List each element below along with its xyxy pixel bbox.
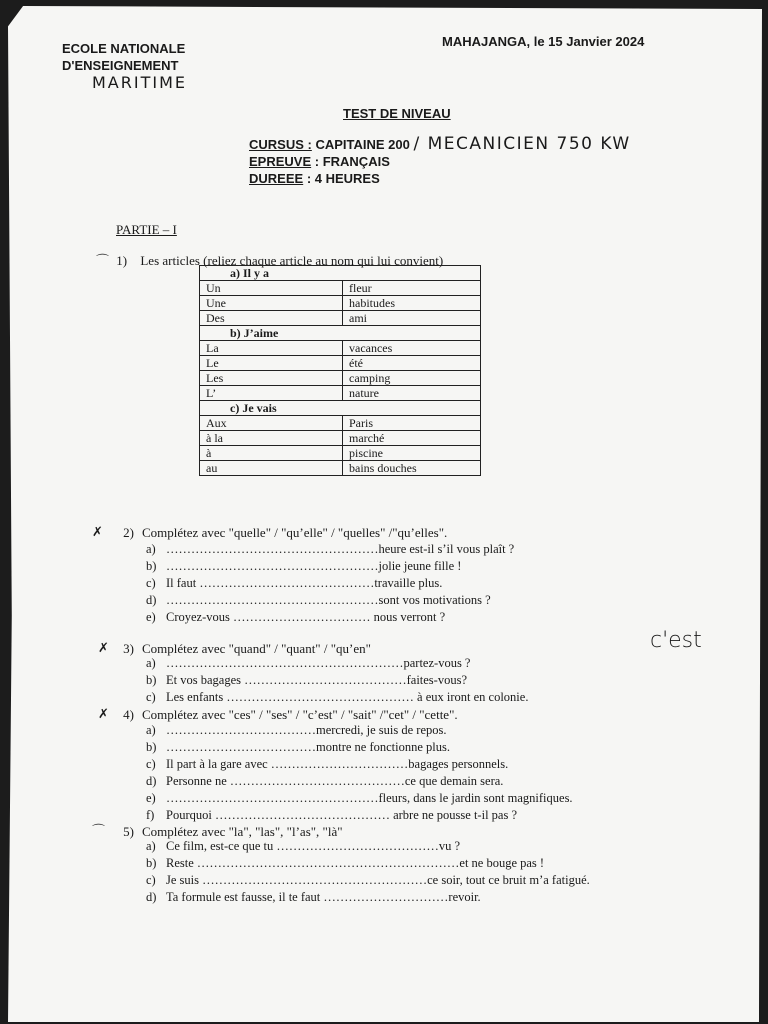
table-row	[200, 296, 481, 311]
item-letter: b)	[146, 559, 157, 573]
question-item	[146, 756, 573, 773]
article-cell: Le	[200, 356, 343, 371]
item-text: Personne ne ……………………………………ce que demain sera.	[166, 774, 504, 788]
item-letter: a)	[146, 839, 156, 853]
question-3-items	[146, 655, 528, 706]
item-letter: d)	[146, 593, 157, 607]
question-number: 3)	[123, 641, 134, 656]
school-name	[62, 40, 187, 91]
school-line-3: MARITIME	[92, 73, 187, 92]
article-cell: Une	[200, 296, 343, 311]
partie-heading: PARTIE – I	[116, 222, 177, 237]
item-letter: b)	[146, 856, 157, 870]
question-number: 2)	[123, 525, 134, 540]
item-text: ……………………………………………sont vos motivations ?	[166, 593, 491, 607]
question-4	[98, 706, 458, 723]
noun-cell: camping	[343, 371, 481, 386]
question-number: 1)	[116, 253, 128, 268]
article-cell: L’	[200, 386, 343, 401]
question-item	[146, 838, 590, 855]
question-2	[92, 524, 448, 541]
question-number: 5)	[123, 824, 134, 839]
question-text: Complétez avec "quand" / "quant" / "qu’en"	[142, 641, 371, 656]
question-text: Les articles (reliez chaque article au nom qui lui convient)	[140, 253, 444, 268]
question-item	[146, 672, 528, 689]
item-text: ……………………………………………jolie jeune fille !	[166, 559, 462, 573]
grading-mark: ✗	[92, 525, 103, 540]
question-4-items	[146, 722, 573, 824]
cursus-handwritten: / MECANICIEN 750 KW	[413, 134, 631, 154]
item-letter: a)	[146, 723, 156, 737]
cursus-value: CAPITAINE 200	[315, 137, 410, 152]
article-cell: La	[200, 341, 343, 356]
table-row	[200, 386, 481, 401]
question-item	[146, 722, 573, 739]
table-row	[200, 431, 481, 446]
item-letter: a)	[146, 656, 156, 670]
table-row	[200, 446, 481, 461]
article-cell: Un	[200, 281, 343, 296]
item-letter: d)	[146, 774, 157, 788]
noun-cell: été	[343, 356, 481, 371]
date-line: MAHAJANGA, le 15 Janvier 2024	[442, 34, 645, 49]
item-letter: f)	[146, 808, 155, 822]
item-letter: e)	[146, 610, 156, 624]
item-letter: e)	[146, 791, 156, 805]
question-item	[146, 773, 573, 790]
noun-cell: bains douches	[343, 461, 481, 476]
question-5-items	[146, 838, 590, 906]
question-text: Complétez avec "quelle" / "qu’elle" / "quelles" /"qu’elles".	[142, 525, 448, 540]
item-letter: a)	[146, 542, 156, 556]
question-item	[146, 807, 573, 824]
item-letter: c)	[146, 873, 156, 887]
question-item	[146, 855, 590, 872]
table-row	[200, 281, 481, 296]
question-item	[146, 872, 590, 889]
item-text: ……………………………………………heure est-il s’il vous plaît ?	[166, 542, 515, 556]
table-section-header: b) J’aime	[200, 326, 481, 341]
question-text: Complétez avec "la", "las", "l’as", "là"	[142, 824, 343, 839]
item-text: Croyez-vous …………………………… nous verront ?	[166, 610, 446, 624]
item-text: ………………………………mercredi, je suis de repos.	[166, 723, 447, 737]
item-letter: d)	[146, 890, 157, 904]
article-cell: Aux	[200, 416, 343, 431]
item-letter: b)	[146, 673, 157, 687]
question-item	[146, 609, 514, 626]
article-cell: Des	[200, 311, 343, 326]
noun-cell: ami	[343, 311, 481, 326]
table-section-header: a) Il y a	[200, 266, 481, 281]
grading-mark: ✗	[98, 707, 109, 722]
item-text: Ce film, est-ce que tu …………………………………vu ?	[166, 839, 461, 853]
duree-value: : 4 HEURES	[306, 171, 380, 186]
question-item	[146, 655, 528, 672]
test-title: TEST DE NIVEAU	[343, 106, 451, 121]
question-item	[146, 889, 590, 906]
epreuve-value: : FRANÇAIS	[314, 154, 390, 169]
table-row	[200, 416, 481, 431]
noun-cell: fleur	[343, 281, 481, 296]
table-row	[200, 341, 481, 356]
noun-cell: vacances	[343, 341, 481, 356]
epreuve-line	[249, 153, 631, 170]
noun-cell: Paris	[343, 416, 481, 431]
cursus-line	[249, 136, 631, 153]
question-item	[146, 541, 514, 558]
item-letter: c)	[146, 757, 156, 771]
question-2-items	[146, 541, 514, 626]
grading-mark: ✗	[98, 641, 109, 656]
item-text: Les enfants ……………………………………… à eux iront en colonie.	[166, 690, 529, 704]
item-letter: c)	[146, 690, 156, 704]
duree-line	[249, 170, 631, 187]
question-item	[146, 575, 514, 592]
item-letter: b)	[146, 740, 157, 754]
item-text: Je suis ………………………………………………ce soir, tout ce bruit m’a fatigué.	[166, 873, 590, 887]
item-text: Et vos bagages …………………………………faites-vous?	[166, 673, 468, 687]
question-number: 4)	[123, 707, 134, 722]
question-item	[146, 689, 528, 706]
table-row	[200, 311, 481, 326]
item-text: Pourquoi …………………………………… arbre ne pousse t-il pas ?	[166, 808, 518, 822]
item-text: Ta formule est fausse, il te faut …………………………revoir.	[166, 890, 481, 904]
item-text: Il faut ……………………………………travaille plus.	[166, 576, 443, 590]
table-row	[200, 461, 481, 476]
article-cell: à la	[200, 431, 343, 446]
table-row	[200, 356, 481, 371]
grading-mark: ⌒	[92, 824, 106, 839]
epreuve-label: EPREUVE	[249, 154, 312, 169]
school-line-1: ECOLE NATIONALE	[62, 41, 186, 56]
test-meta	[249, 136, 631, 187]
cursus-label: CURSUS :	[249, 137, 312, 152]
school-line-2: D'ENSEIGNEMENT	[62, 58, 179, 73]
table-row	[200, 371, 481, 386]
item-text: ………………………………montre ne fonctionne plus.	[166, 740, 450, 754]
article-cell: Les	[200, 371, 343, 386]
item-text: Reste ………………………………………………………et ne bouge pas !	[166, 856, 545, 870]
item-text: Il part à la gare avec ……………………………bagages personnels.	[166, 757, 509, 771]
item-text: ……………………………………………fleurs, dans le jardin sont magnifiques.	[166, 791, 573, 805]
item-text: …………………………………………………partez-vous ?	[166, 656, 471, 670]
question-item	[146, 592, 514, 609]
article-cell: à	[200, 446, 343, 461]
article-cell: au	[200, 461, 343, 476]
articles-table	[199, 265, 481, 476]
question-text: Complétez avec "ces" / "ses" / "c’est" / "sait" /"cet" / "cette".	[142, 707, 458, 722]
question-item	[146, 790, 573, 807]
duree-label: DUREEE	[249, 171, 304, 186]
margin-handwritten-note: c'est	[650, 628, 702, 653]
question-item	[146, 739, 573, 756]
noun-cell: marché	[343, 431, 481, 446]
item-letter: c)	[146, 576, 156, 590]
noun-cell: nature	[343, 386, 481, 401]
noun-cell: piscine	[343, 446, 481, 461]
question-item	[146, 558, 514, 575]
table-section-header: c) Je vais	[200, 401, 481, 416]
grading-mark: ⌒	[96, 254, 110, 269]
noun-cell: habitudes	[343, 296, 481, 311]
